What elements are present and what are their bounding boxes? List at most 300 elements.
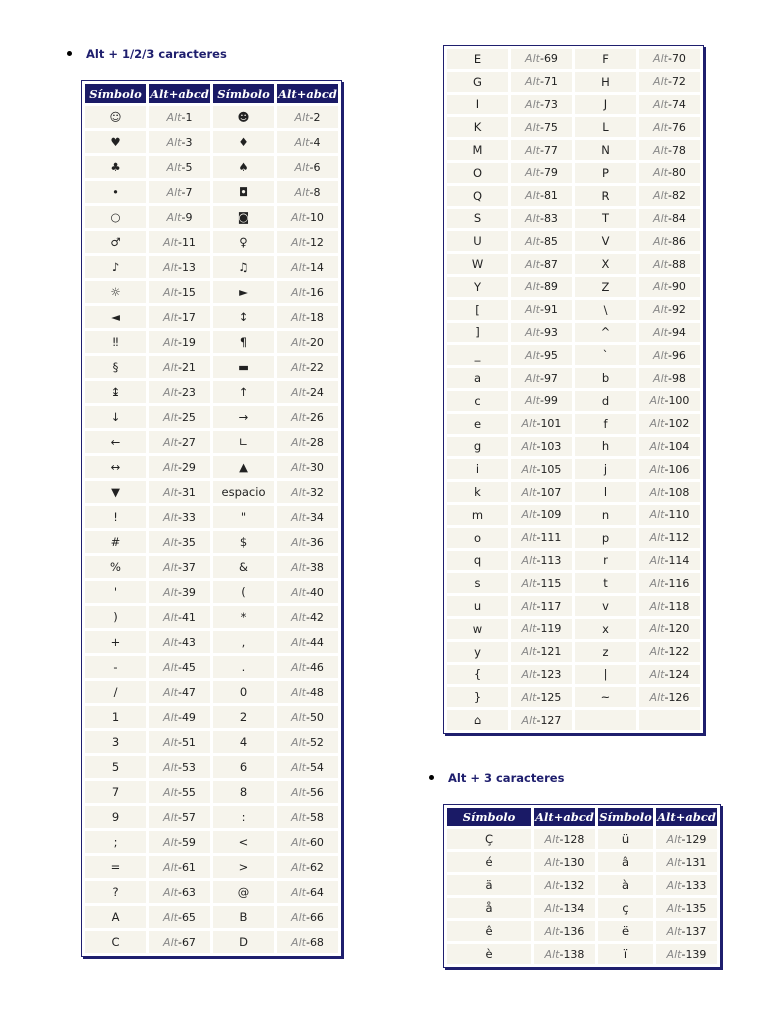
alt-dash: - xyxy=(305,685,310,699)
table-row xyxy=(447,300,700,320)
alt-number: 31 xyxy=(181,485,196,499)
alt-code-cell xyxy=(639,710,700,730)
alt-prefix: Alt xyxy=(291,210,306,224)
alt-number: 136 xyxy=(563,924,585,938)
alt-dash: - xyxy=(539,75,544,89)
alt-number: 16 xyxy=(309,285,324,299)
alt-prefix: Alt xyxy=(653,75,668,89)
alt-number: 61 xyxy=(181,860,196,874)
alt-code-cell xyxy=(149,256,210,278)
alt-number: 15 xyxy=(181,285,196,299)
alt-prefix: Alt xyxy=(544,947,560,961)
alt-prefix: Alt xyxy=(163,635,178,649)
alt-prefix: Alt xyxy=(163,910,178,924)
alt-prefix: Alt xyxy=(291,660,306,674)
alt-number: 37 xyxy=(181,560,196,574)
alt-code-cell xyxy=(149,456,210,478)
alt-code-cell xyxy=(511,459,572,479)
alt-prefix: Alt xyxy=(649,485,665,499)
alt-number: 27 xyxy=(181,435,196,449)
alt-dash: - xyxy=(305,285,310,299)
alt-number: 90 xyxy=(671,280,686,294)
alt-dash: - xyxy=(177,735,182,749)
alt-number: 3 xyxy=(185,135,193,149)
alt-code-cell xyxy=(656,921,717,941)
alt-prefix: Alt xyxy=(649,531,665,545)
symbol-cell: j xyxy=(575,459,636,479)
alt-code-cell xyxy=(534,829,595,849)
table-row xyxy=(447,163,700,183)
alt-prefix: Alt xyxy=(653,303,668,317)
alt-number: 84 xyxy=(671,211,686,225)
alt-code-cell xyxy=(511,72,572,92)
alt-prefix: Alt xyxy=(525,303,540,317)
alt-number: 119 xyxy=(540,622,562,636)
symbol-cell: ◘ xyxy=(213,181,274,203)
alt-number: 96 xyxy=(671,348,686,362)
alt-prefix: Alt xyxy=(166,210,182,224)
table-row xyxy=(447,437,700,457)
alt-dash: - xyxy=(305,385,310,399)
alt-number: 87 xyxy=(543,257,558,271)
symbol-cell: f xyxy=(575,414,636,434)
alt-dash: - xyxy=(664,485,669,499)
alt-code-cell xyxy=(639,345,700,365)
alt-dash: - xyxy=(536,508,541,522)
alt-prefix: Alt xyxy=(649,439,665,453)
alt-prefix: Alt xyxy=(294,185,310,199)
alt-code-cell xyxy=(277,181,338,203)
alt-prefix: Alt xyxy=(653,166,668,180)
alt-prefix: Alt xyxy=(521,485,537,499)
alt-dash: - xyxy=(309,185,314,199)
alt-prefix: Alt xyxy=(294,110,310,124)
symbol-cell: ⌂ xyxy=(447,710,508,730)
alt-code-cell xyxy=(534,852,595,872)
alt-dash: - xyxy=(305,585,310,599)
alt-prefix: Alt xyxy=(163,685,178,699)
alt-number: 39 xyxy=(181,585,196,599)
alt-code-cell xyxy=(639,687,700,707)
table-row xyxy=(447,49,700,69)
symbol-cell: ♂ xyxy=(85,231,146,253)
alt-number: 133 xyxy=(685,878,707,892)
alt-code-cell xyxy=(149,356,210,378)
alt-number: 85 xyxy=(543,234,558,248)
alt-code-cell xyxy=(511,710,572,730)
alt-prefix: Alt xyxy=(666,878,682,892)
symbol-cell: N xyxy=(575,140,636,160)
symbol-cell: { xyxy=(447,665,508,685)
alt-dash: - xyxy=(536,553,541,567)
alt-number: 2 xyxy=(313,110,321,124)
alt-number: 106 xyxy=(668,462,690,476)
symbol-cell: ♀ xyxy=(213,231,274,253)
alt-dash: - xyxy=(305,935,310,949)
table-row xyxy=(447,898,717,918)
alt-code-cell xyxy=(639,117,700,137)
alt-code-cell xyxy=(639,323,700,343)
alt-number: 127 xyxy=(540,713,562,727)
alt-number: 44 xyxy=(309,635,324,649)
alt-dash: - xyxy=(667,120,672,134)
alt-dash: - xyxy=(667,75,672,89)
table-row xyxy=(447,72,700,92)
alt-number: 86 xyxy=(671,234,686,248)
alt-number: 79 xyxy=(543,166,558,180)
alt-number: 51 xyxy=(181,735,196,749)
symbol-cell: ♦ xyxy=(213,131,274,153)
alt-code-cell xyxy=(149,156,210,178)
alt-dash: - xyxy=(177,785,182,799)
alt-number: 48 xyxy=(309,685,324,699)
alt-dash: - xyxy=(559,855,564,869)
alt-code-cell xyxy=(277,356,338,378)
alt-prefix: Alt xyxy=(166,110,182,124)
alt-dash: - xyxy=(536,439,541,453)
alt-dash: - xyxy=(177,885,182,899)
alt-dash: - xyxy=(305,310,310,324)
alt-code-cell xyxy=(639,49,700,69)
alt-code-cell xyxy=(149,656,210,678)
alt-prefix: Alt xyxy=(163,735,178,749)
alt-number: 112 xyxy=(668,531,690,545)
column-header-code: Alt+abcd xyxy=(535,810,594,824)
alt-prefix: Alt xyxy=(653,371,668,385)
alt-prefix: Alt xyxy=(521,622,537,636)
alt-prefix: Alt xyxy=(649,508,665,522)
alt-code-cell xyxy=(277,806,338,828)
table-row xyxy=(447,414,700,434)
alt-number: 97 xyxy=(543,371,558,385)
symbol-cell: p xyxy=(575,528,636,548)
alt-dash: - xyxy=(181,135,186,149)
table-row xyxy=(85,281,338,303)
alt-code-cell xyxy=(277,256,338,278)
alt-prefix: Alt xyxy=(521,713,537,727)
alt-prefix: Alt xyxy=(525,280,540,294)
symbol-cell: E xyxy=(447,49,508,69)
symbol-cell: S xyxy=(447,209,508,229)
alt-prefix: Alt xyxy=(521,508,537,522)
alt-prefix: Alt xyxy=(544,855,560,869)
symbol-cell: C xyxy=(85,931,146,953)
alt-number: 125 xyxy=(540,690,562,704)
alt-prefix: Alt xyxy=(291,535,306,549)
alt-prefix: Alt xyxy=(649,417,665,431)
alt-number: 56 xyxy=(309,785,324,799)
alt-prefix: Alt xyxy=(653,234,668,248)
alt-dash: - xyxy=(305,610,310,624)
alt-number: 62 xyxy=(309,860,324,874)
symbol-cell: ‼ xyxy=(85,331,146,353)
symbol-cell: ? xyxy=(85,881,146,903)
alt-number: 81 xyxy=(543,189,558,203)
symbol-cell: b xyxy=(575,368,636,388)
alt-number: 129 xyxy=(685,832,707,846)
alt-code-cell xyxy=(511,505,572,525)
alt-code-cell xyxy=(511,49,572,69)
alt-prefix: Alt xyxy=(649,622,665,636)
alt-code-cell xyxy=(511,528,572,548)
alt-prefix: Alt xyxy=(291,835,306,849)
alt-number: 12 xyxy=(309,235,324,249)
table-row xyxy=(85,781,338,803)
alt-number: 38 xyxy=(309,560,324,574)
alt-code-cell xyxy=(149,806,210,828)
alt-code-cell xyxy=(277,931,338,953)
alt-prefix: Alt xyxy=(291,685,306,699)
alt-code-cell xyxy=(639,140,700,160)
alt-dash: - xyxy=(177,610,182,624)
alt-number: 128 xyxy=(563,832,585,846)
alt-dash: - xyxy=(536,690,541,704)
alt-code-cell xyxy=(149,431,210,453)
alt-code-cell xyxy=(511,300,572,320)
alt-number: 134 xyxy=(563,901,585,915)
alt-prefix: Alt xyxy=(291,410,306,424)
symbol-cell xyxy=(575,710,636,730)
symbol-cell: ♥ xyxy=(85,131,146,153)
symbol-cell: # xyxy=(85,531,146,553)
alt-prefix: Alt xyxy=(291,435,306,449)
symbol-cell: ↕ xyxy=(213,306,274,328)
alt-number: 43 xyxy=(181,635,196,649)
alt-code-cell xyxy=(511,414,572,434)
alt-dash: - xyxy=(539,303,544,317)
symbol-cell: a xyxy=(447,368,508,388)
table-row xyxy=(447,619,700,639)
alt-prefix: Alt xyxy=(521,417,537,431)
symbol-cell: : xyxy=(213,806,274,828)
alt-prefix: Alt xyxy=(291,260,306,274)
alt-number: 89 xyxy=(543,280,558,294)
table-row xyxy=(447,829,717,849)
alt-code-cell xyxy=(511,368,572,388)
alt-code-cell xyxy=(149,381,210,403)
alt-dash: - xyxy=(664,417,669,431)
alt-dash: - xyxy=(181,210,186,224)
alt-prefix: Alt xyxy=(163,360,178,374)
alt-number: 76 xyxy=(671,120,686,134)
alt-dash: - xyxy=(305,910,310,924)
symbol-cell: ▬ xyxy=(213,356,274,378)
alt-number: 75 xyxy=(543,120,558,134)
table-row xyxy=(85,681,338,703)
alt-dash: - xyxy=(539,166,544,180)
alt-code-cell xyxy=(277,731,338,753)
symbol-cell: y xyxy=(447,642,508,662)
symbol-cell: ▲ xyxy=(213,456,274,478)
alt-prefix: Alt xyxy=(291,810,306,824)
alt-code-cell xyxy=(277,106,338,128)
alt-dash: - xyxy=(309,110,314,124)
alt-code-cell xyxy=(656,852,717,872)
alt-number: 68 xyxy=(309,935,324,949)
symbol-cell: k xyxy=(447,482,508,502)
alt-number: 72 xyxy=(671,75,686,89)
alt-prefix: Alt xyxy=(521,439,537,453)
symbol-cell: ç xyxy=(598,898,653,918)
alt-code-cell xyxy=(149,406,210,428)
table-row xyxy=(85,431,338,453)
alt-prefix: Alt xyxy=(291,235,306,249)
alt-code-cell xyxy=(149,706,210,728)
alt-code-cell xyxy=(511,277,572,297)
alt-code-cell xyxy=(149,831,210,853)
alt-dash: - xyxy=(664,508,669,522)
alt-prefix: Alt xyxy=(163,785,178,799)
symbol-cell: ☺ xyxy=(85,106,146,128)
alt-code-cell xyxy=(511,551,572,571)
alt-prefix: Alt xyxy=(666,901,682,915)
alt-dash: - xyxy=(667,280,672,294)
alt-dash: - xyxy=(177,410,182,424)
alt-code-cell xyxy=(639,596,700,616)
alt-dash: - xyxy=(177,435,182,449)
column-header-code: Alt+abcd xyxy=(277,84,338,103)
symbol-cell: e xyxy=(447,414,508,434)
alt-code-cell xyxy=(277,456,338,478)
alt-dash: - xyxy=(681,832,686,846)
alt-number: 101 xyxy=(540,417,562,431)
alt-number: 60 xyxy=(309,835,324,849)
alt-code-cell xyxy=(277,381,338,403)
symbol-cell: 6 xyxy=(213,756,274,778)
symbol-cell: < xyxy=(213,831,274,853)
alt-code-cell xyxy=(149,606,210,628)
alt-code-cell xyxy=(277,431,338,453)
alt-prefix: Alt xyxy=(653,348,668,362)
bullet-icon xyxy=(67,51,72,56)
alt-prefix: Alt xyxy=(521,645,537,659)
table-row xyxy=(447,665,700,685)
alt-number: 5 xyxy=(185,160,193,174)
symbol-cell: & xyxy=(213,556,274,578)
alt-dash: - xyxy=(664,439,669,453)
alt-prefix: Alt xyxy=(163,935,178,949)
alt-number: 11 xyxy=(181,235,196,249)
alt-prefix: Alt xyxy=(521,462,537,476)
alt-number: 116 xyxy=(668,576,690,590)
alt-dash: - xyxy=(667,325,672,339)
alt-dash: - xyxy=(305,435,310,449)
symbol-cell: R xyxy=(575,186,636,206)
alt-dash: - xyxy=(305,810,310,824)
alt-code-cell xyxy=(534,875,595,895)
alt-number: 77 xyxy=(543,143,558,157)
alt-prefix: Alt xyxy=(649,394,665,408)
symbol-cell: ë xyxy=(598,921,653,941)
alt-dash: - xyxy=(667,97,672,111)
alt-code-table-3 xyxy=(443,804,721,968)
alt-dash: - xyxy=(305,885,310,899)
alt-prefix: Alt xyxy=(666,924,682,938)
table-row xyxy=(447,186,700,206)
table-row xyxy=(85,231,338,253)
alt-prefix: Alt xyxy=(544,924,560,938)
symbol-cell: | xyxy=(575,665,636,685)
alt-prefix: Alt xyxy=(163,235,178,249)
alt-code-cell xyxy=(639,300,700,320)
alt-code-cell xyxy=(149,206,210,228)
table-row xyxy=(85,131,338,153)
alt-dash: - xyxy=(536,713,541,727)
table-row xyxy=(85,256,338,278)
symbol-cell: n xyxy=(575,505,636,525)
alt-code-cell xyxy=(639,551,700,571)
symbol-cell: ï xyxy=(598,944,653,964)
alt-dash: - xyxy=(667,303,672,317)
alt-number: 124 xyxy=(668,667,690,681)
table-row xyxy=(447,95,700,115)
alt-dash: - xyxy=(664,667,669,681)
alt-prefix: Alt xyxy=(649,576,665,590)
section-heading-2: Alt + 3 caracteres xyxy=(429,771,564,785)
alt-dash: - xyxy=(177,560,182,574)
symbol-cell: 7 xyxy=(85,781,146,803)
alt-code-cell xyxy=(149,906,210,928)
alt-number: 107 xyxy=(540,485,562,499)
symbol-cell: U xyxy=(447,231,508,251)
alt-dash: - xyxy=(559,901,564,915)
alt-dash: - xyxy=(305,785,310,799)
alt-number: 46 xyxy=(309,660,324,674)
alt-number: 135 xyxy=(685,901,707,915)
alt-number: 126 xyxy=(668,690,690,704)
alt-number: 88 xyxy=(671,257,686,271)
alt-code-cell xyxy=(639,368,700,388)
alt-number: 58 xyxy=(309,810,324,824)
symbol-cell: m xyxy=(447,505,508,525)
alt-dash: - xyxy=(664,462,669,476)
alt-dash: - xyxy=(305,410,310,424)
alt-prefix: Alt xyxy=(163,260,178,274)
symbol-cell: § xyxy=(85,356,146,378)
alt-number: 30 xyxy=(309,460,324,474)
column-header-symbol: Símbolo xyxy=(599,810,652,824)
symbol-cell: c xyxy=(447,391,508,411)
alt-number: 120 xyxy=(668,622,690,636)
symbol-cell: A xyxy=(85,906,146,928)
alt-dash: - xyxy=(305,710,310,724)
alt-dash: - xyxy=(539,371,544,385)
alt-dash: - xyxy=(539,189,544,203)
alt-number: 92 xyxy=(671,303,686,317)
alt-prefix: Alt xyxy=(525,257,540,271)
symbol-cell: K xyxy=(447,117,508,137)
table-row xyxy=(85,156,338,178)
alt-prefix: Alt xyxy=(525,211,540,225)
alt-dash: - xyxy=(664,531,669,545)
alt-dash: - xyxy=(305,635,310,649)
table-row xyxy=(447,505,700,525)
alt-dash: - xyxy=(177,810,182,824)
symbol-cell: ○ xyxy=(85,206,146,228)
symbol-cell: 5 xyxy=(85,756,146,778)
symbol-cell: O xyxy=(447,163,508,183)
alt-prefix: Alt xyxy=(649,553,665,567)
alt-prefix: Alt xyxy=(521,531,537,545)
alt-code-cell xyxy=(149,556,210,578)
alt-prefix: Alt xyxy=(294,160,310,174)
alt-number: 80 xyxy=(671,166,686,180)
alt-dash: - xyxy=(305,735,310,749)
alt-prefix: Alt xyxy=(653,211,668,225)
alt-dash: - xyxy=(539,143,544,157)
alt-code-cell xyxy=(511,482,572,502)
alt-number: 28 xyxy=(309,435,324,449)
